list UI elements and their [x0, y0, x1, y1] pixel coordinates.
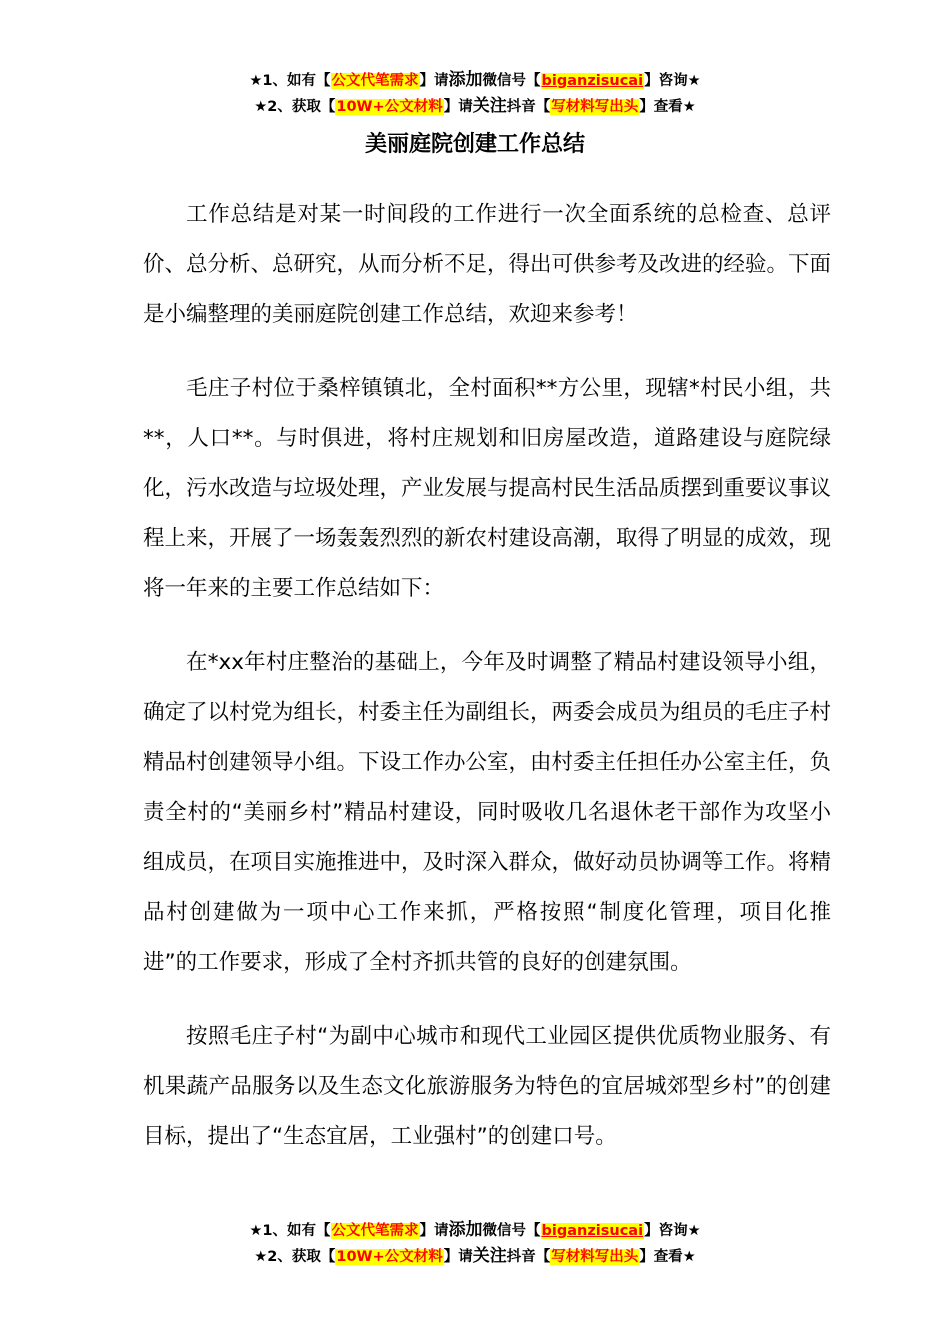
- banner-text: ★2、获取【: [254, 1249, 336, 1265]
- banner-text: 】查看★: [639, 1249, 696, 1265]
- banner-emphasis: 添加: [448, 1220, 483, 1240]
- banner-highlight: 10W+公文材料: [336, 1249, 443, 1265]
- bottom-banner: [0, 1218, 950, 1270]
- banner-text: 】请: [419, 1223, 449, 1239]
- banner-text: ★1、如有【: [249, 1223, 331, 1239]
- banner-text: ★1、如有【: [249, 73, 331, 89]
- document-title: 美丽庭院创建工作总结: [364, 132, 585, 157]
- paragraph-village-overview: 毛庄子村位于桑梓镇镇北，全村面积**方公里，现辖*村民小组，共**，人口**。与时俱进，将村庄规划和旧房屋改造，道路建设与庭院绿化，污水改造与垃圾处理，产业发展与提高村民生活品质摆到重要议事议程上来，开展了一场轰轰烈烈的新农村建设高潮，取得了明显的成效，现将一年来的主要工作总结如下：: [143, 376, 832, 601]
- banner-highlight: 公文代笔需求: [331, 73, 419, 89]
- document-body: [143, 190, 831, 1186]
- banner-highlight: 写材料写出头: [551, 99, 639, 115]
- paragraph-leadership: 在*xx年村庄整治的基础上，今年及时调整了精品村建设领导小组，确定了以村党为组长，村委主任为副组长，两委会成员为组员的毛庄子村精品村创建领导小组。下设工作办公室，由村委主任担任办公室主任，负责全村的“美丽乡村”精品村建设，同时吸收几名退休老干部作为攻坚小组成员，在项目实施推进中，及时深入群众，做好动员协调等工作。将精品村创建做为一项中心工作来抓，严格按照“制度化管理，项目化推进”的工作要求，形成了全村齐抓共管的良好的创建氛围。: [143, 650, 832, 975]
- banner-emphasis: 关注: [472, 96, 507, 116]
- banner-line-2: [0, 94, 950, 120]
- top-banner: [0, 68, 950, 120]
- banner-emphasis: 添加: [448, 70, 483, 90]
- paragraph-goals: 按照毛庄子村“为副中心城市和现代工业园区提供优质物业服务、有机果蔬产品服务以及生态文化旅游服务为特色的宜居城郊型乡村”的创建目标，提出了“生态宜居，工业强村”的创建口号。: [143, 1024, 831, 1149]
- paragraph-intro: 工作总结是对某一时间段的工作进行一次全面系统的总检查、总评价、总分析、总研究，从而分析不足，得出可供参考及改进的经验。下面是小编整理的美丽庭院创建工作总结，欢迎来参考！: [143, 202, 832, 327]
- banner-text: 微信号【: [482, 1223, 541, 1239]
- wechat-id-link[interactable]: biganzisucai: [541, 73, 644, 89]
- banner-emphasis: 关注: [472, 1246, 507, 1266]
- banner-text: ★2、获取【: [254, 99, 336, 115]
- banner-highlight: 10W+公文材料: [336, 99, 443, 115]
- banner-text: 抖音【: [506, 1249, 551, 1265]
- banner-line-2: [0, 1244, 950, 1270]
- wechat-id-link[interactable]: biganzisucai: [541, 1223, 644, 1239]
- banner-text: 】请: [443, 1249, 473, 1265]
- banner-line-1: [0, 1218, 950, 1244]
- banner-text: 】请: [419, 73, 449, 89]
- banner-highlight: 公文代笔需求: [331, 1223, 419, 1239]
- banner-highlight: 写材料写出头: [551, 1249, 639, 1265]
- banner-text: 抖音【: [506, 99, 551, 115]
- banner-text: 】查看★: [639, 99, 696, 115]
- banner-text: 】请: [443, 99, 473, 115]
- banner-text: 】咨询★: [644, 1223, 701, 1239]
- banner-text: 微信号【: [482, 73, 541, 89]
- banner-line-1: [0, 68, 950, 94]
- banner-text: 】咨询★: [644, 73, 701, 89]
